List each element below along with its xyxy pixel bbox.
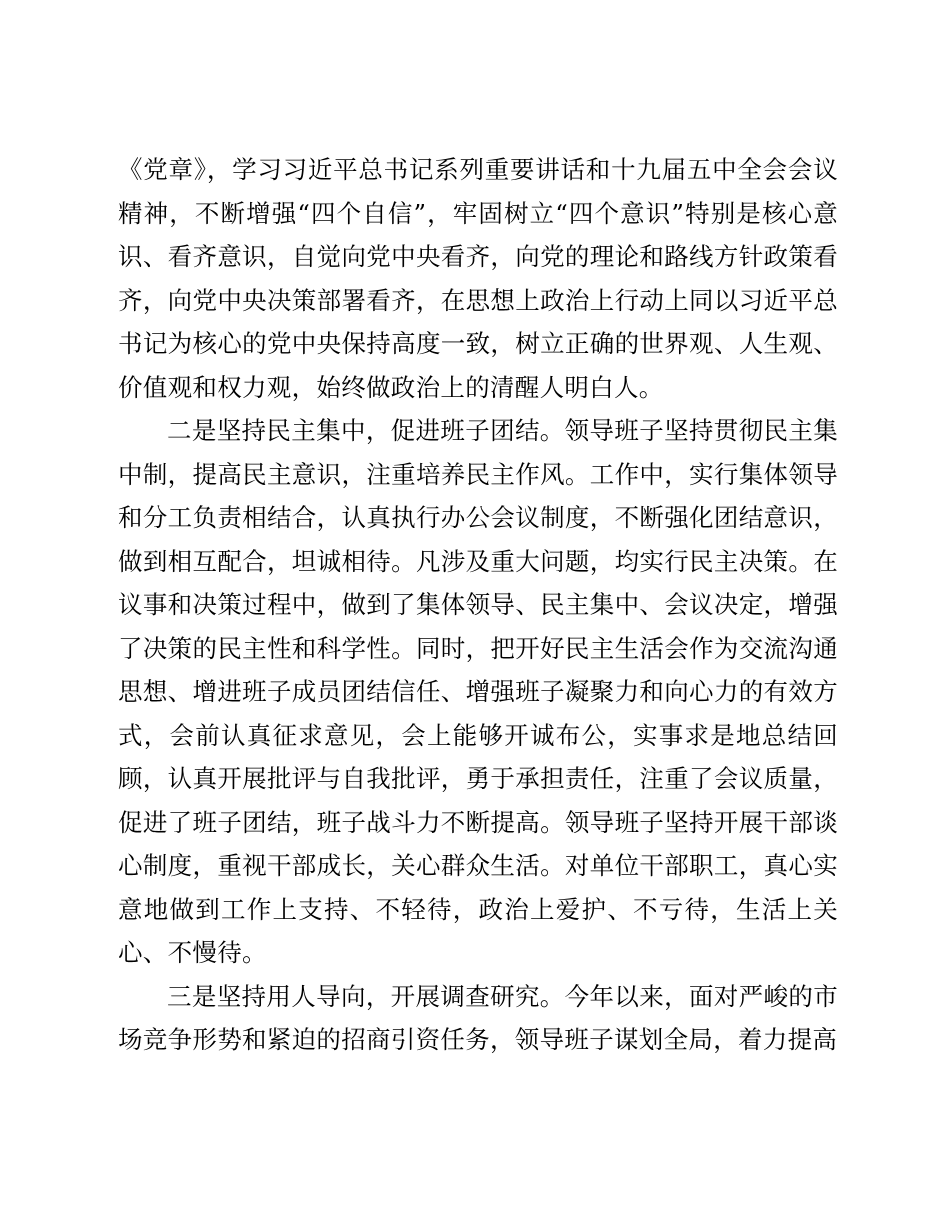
paragraph-democratic-centralism: 二是坚持民主集中，促进班子团结。领导班子坚持贯彻民主集中制，提高民主意识，注重培养民主作风。工作中，实行集体领导和分工负责相结合，认真执行办公会议制度，不断强化团结意识，做到相互配合，坦诚相待。凡涉及重大问题，均实行民主决策。在议事和决策过程中，做到了集体领导、民主集中、会议决定，增强了决策的民主性和科学性。同时，把开好民主生活会作为交流沟通思想、增进班子成员团结信任、增强班子凝聚力和向心力的有效方式，会前认真征求意见，会上能够开诚布公，实事求是地总结回顾，认真开展批评与自我批评，勇于承担责任，注重了会议质量，促进了班子团结，班子战斗力不断提高。领导班子坚持开展干部谈心制度，重视干部成长，关心群众生活。对单位干部职工，真心实意地做到工作上支持、不轻待，政治上爱护、不亏待，生活上关心、不慢待。 [118,416,838,967]
paragraph-employment-orientation: 三是坚持用人导向，开展调查研究。今年以来，面对严峻的市场竞争形势和紧迫的招商引资任务，领导班子谋划全局，着力提高 [118,981,838,1054]
paragraph-party-constitution-study: 《党章》，学习习近平总书记系列重要讲话和十九届五中全会会议精神，不断增强“四个自信”，牢固树立“四个意识”特别是核心意识、看齐意识，自觉向党中央看齐，向党的理论和路线方针政策看齐，向党中央决策部署看齐，在思想上政治上行动上同以习近平总书记为核心的党中央保持高度一致，树立正确的世界观、人生观、价值观和权力观，始终做政治上的清醒人明白人。 [118,155,838,402]
document-body [118,148,838,1062]
